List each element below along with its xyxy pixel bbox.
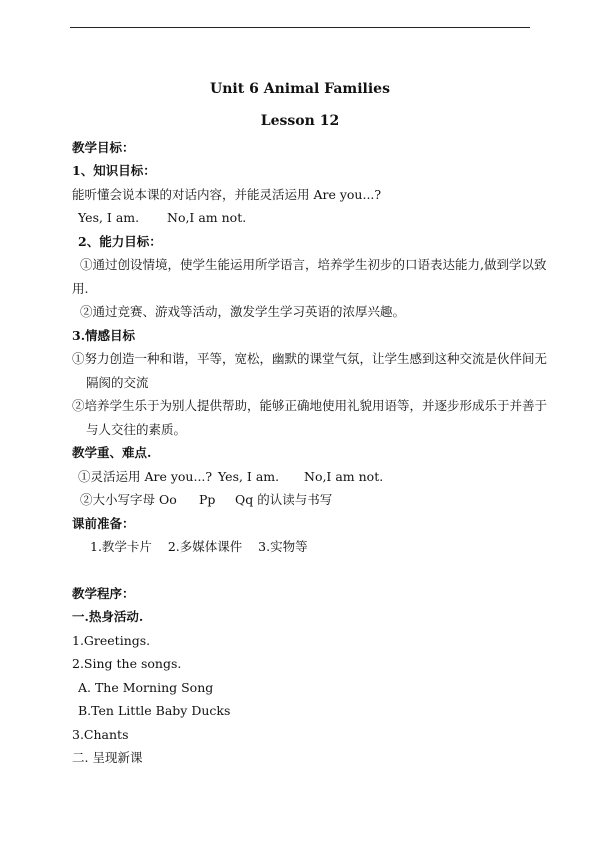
step-greetings: 1.Greetings. (72, 633, 151, 648)
keypoint-1-yes: Yes, I am. (218, 469, 280, 484)
keypoint-2: ②大小写字母 Oo (80, 492, 177, 507)
song-a: A. The Morning Song (78, 680, 214, 695)
knowledge-text: 能听懂会说本课的对话内容，并能灵活运用 Are you...? (72, 187, 382, 202)
step-sing: 2.Sing the songs. (72, 656, 182, 671)
reply-yes: Yes, I am. (78, 210, 140, 225)
emotion-item-1-cont: 隔阂的交流 (86, 375, 149, 390)
goals-heading: 教学目标： (72, 140, 135, 155)
procedure-heading: 教学程序： (72, 586, 135, 601)
ability-item-2: ②通过竞赛、游戏等活动，激发学生学习英语的浓厚兴趣。 (80, 304, 406, 319)
ability-item-1-cont: 用. (72, 281, 89, 296)
emotion-item-1: ①努力创造一种和谐，平等，宽松，幽默的课堂气氛，让学生感到这种交流是伙伴间无 (72, 351, 548, 366)
prep-heading: 课前准备： (72, 516, 135, 531)
keypoint-2-pp: Pp (199, 492, 216, 507)
ability-item-1: ①通过创设情境，使学生能运用所学语言，培养学生初步的口语表达能力,做到学以致 (80, 257, 547, 272)
ability-heading: 2、能力目标： (78, 234, 162, 249)
knowledge-heading: 1、知识目标： (72, 163, 156, 178)
lesson-title: Lesson 12 (260, 113, 340, 129)
keypoint-1-no: No,I am not. (304, 469, 384, 484)
keypoint-1: ①灵活运用 Are you...? (78, 469, 213, 484)
emotion-item-2: ②培养学生乐于为别人提供帮助，能够正确地使用礼貌用语等，并逐步形成乐于并善于 (72, 398, 548, 413)
header-rule (70, 27, 530, 28)
reply-no: No,I am not. (167, 210, 247, 225)
prep-items: 1.教学卡片 2.多媒体课件 3.实物等 (90, 539, 308, 554)
keypoints-heading: 教学重、难点. (72, 445, 152, 460)
emotion-heading: 3.情感目标 (72, 328, 136, 343)
step-chants: 3.Chants (72, 727, 129, 742)
page-title: Unit 6 Animal Families (210, 81, 390, 97)
emotion-item-2-cont: 与人交往的素质。 (86, 422, 187, 437)
keypoint-2-qq: Qq 的认读与书写 (235, 492, 333, 507)
song-b: B.Ten Little Baby Ducks (78, 703, 231, 718)
new-lesson-heading: 二. 呈现新课 (72, 750, 143, 765)
warmup-heading: 一.热身活动. (72, 609, 144, 624)
